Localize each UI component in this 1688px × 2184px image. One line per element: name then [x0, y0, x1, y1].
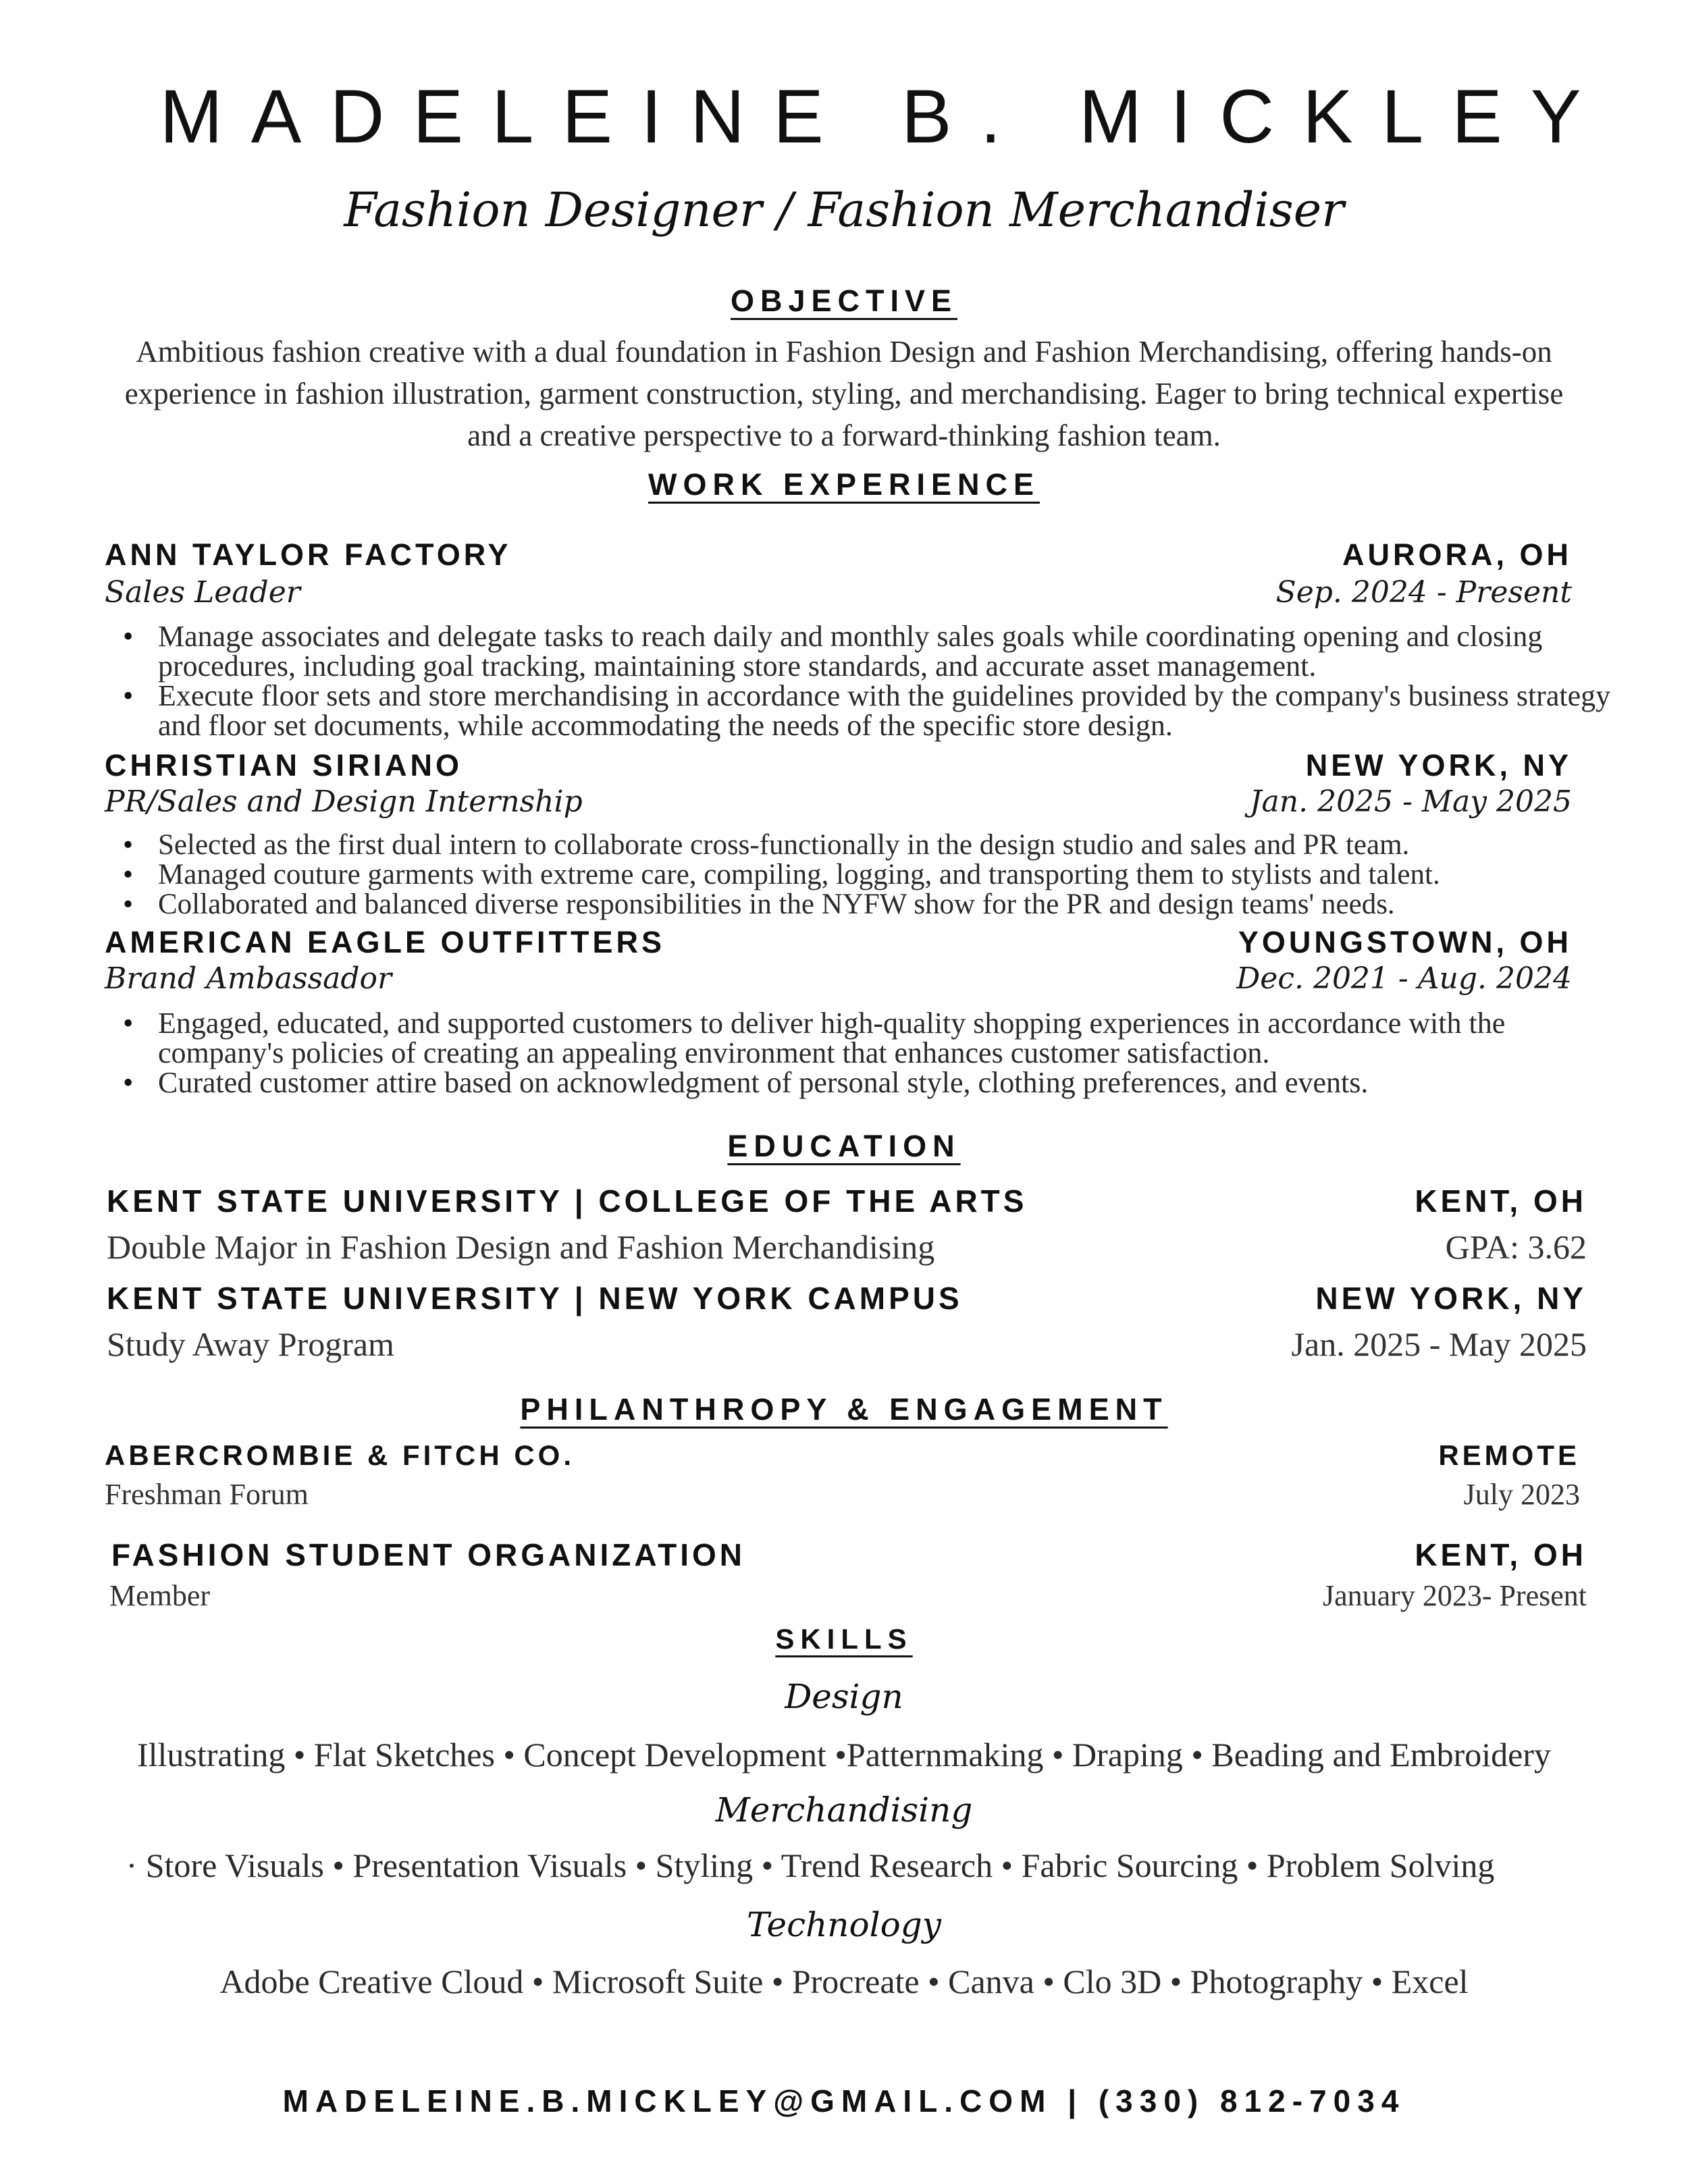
skill-list-merchandising: · Store Visuals • Presentation Visuals • Styling • Trend Research • Fabric Sourcing • Problem Solving — [126, 1846, 1495, 1884]
skill-list-design: Illustrating • Flat Sketches • Concept Development •Patternmaking • Draping • Beading and Embroidery — [136, 1736, 1552, 1774]
skill-category-design: Design — [785, 1677, 903, 1716]
job-bullets — [108, 830, 1647, 920]
org-location: KENT, OH — [1415, 1537, 1587, 1572]
job-location: NEW YORK, NY — [1305, 748, 1572, 782]
work-experience-heading: WORK EXPERIENCE — [648, 467, 1040, 502]
objective-text: Ambitious fashion creative with a dual foundation in Fashion Design and Fashion Merchandising, offering hands-on experience in fashion illustration, garment construction, styling, and merchandising. Eager to bring technical expertise and a creative perspective to a forward-thinking fashion team. — [124, 335, 1564, 452]
school-location: KENT, OH — [1415, 1183, 1587, 1219]
objective-heading: OBJECTIVE — [730, 284, 958, 318]
school-dates: Jan. 2025 - May 2025 — [1291, 1325, 1587, 1363]
bullet-item: • Managed couture garments with extreme care, compiling, logging, and transporting them to stylists and talent. — [108, 860, 1647, 890]
bullet-item: • Engaged, educated, and supported customers to deliver high-quality shopping experiences in accordance with the company's policies of creating an appealing environment that enhances customer satisfaction. — [108, 1009, 1573, 1068]
job-location: AURORA, OH — [1342, 537, 1572, 572]
school-name: KENT STATE UNIVERSITY | COLLEGE OF THE ARTS — [107, 1183, 1028, 1219]
bullet-item: • Execute floor sets and store merchandising in accordance with the guidelines provided by the company's business strategy and floor set documents, while accommodating the needs of the specific store design. — [108, 681, 1627, 741]
skill-category-technology: Technology — [747, 1905, 941, 1944]
org-name: FASHION STUDENT ORGANIZATION — [111, 1537, 746, 1572]
org-name: ABERCROMBIE & FITCH CO. — [105, 1439, 575, 1471]
school-name: KENT STATE UNIVERSITY | NEW YORK CAMPUS — [107, 1281, 963, 1316]
philanthropy-heading: PHILANTHROPY & ENGAGEMENT — [520, 1392, 1168, 1427]
org-dates: January 2023- Present — [1322, 1579, 1587, 1612]
skills-heading: SKILLS — [775, 1623, 913, 1655]
resume-name: MADELEINE B. MICKLEY — [159, 74, 1610, 159]
bullet-item: • Collaborated and balanced diverse responsibilities in the NYFW show for the PR and design teams' needs. — [108, 890, 1647, 920]
job-role: Sales Leader — [105, 575, 300, 610]
school-gpa: GPA: 3.62 — [1445, 1228, 1587, 1266]
job-company: CHRISTIAN SIRIANO — [105, 748, 463, 782]
org-detail: Freshman Forum — [105, 1478, 309, 1511]
bullet-item: • Curated customer attire based on acknowledgment of personal style, clothing preferences, and events. — [108, 1068, 1573, 1098]
job-dates: Jan. 2025 - May 2025 — [1249, 784, 1572, 819]
resume-subtitle: Fashion Designer / Fashion Merchandiser — [344, 182, 1344, 238]
job-bullets — [108, 622, 1627, 741]
job-bullets — [108, 1009, 1573, 1098]
job-dates: Dec. 2021 - Aug. 2024 — [1236, 961, 1572, 996]
contact-line: MADELEINE.B.MICKLEY@GMAIL.COM | (330) 812-7034 — [282, 2083, 1406, 2119]
skill-list-technology: Adobe Creative Cloud • Microsoft Suite • Procreate • Canva • Clo 3D • Photography • Excel — [219, 1963, 1469, 2000]
skill-category-merchandising: Merchandising — [715, 1790, 973, 1830]
bullet-item: • Manage associates and delegate tasks to reach daily and monthly sales goals while coordinating opening and closing procedures, including goal tracking, maintaining store standards, and accurate asset management. — [108, 622, 1627, 681]
job-role: Brand Ambassador — [105, 961, 392, 996]
job-role: PR/Sales and Design Internship — [105, 784, 583, 819]
job-company: ANN TAYLOR FACTORY — [105, 537, 512, 572]
bullet-item: • Selected as the first dual intern to collaborate cross-functionally in the design studio and sales and PR team. — [108, 830, 1647, 860]
org-detail: Member — [109, 1579, 211, 1612]
school-location: NEW YORK, NY — [1315, 1281, 1587, 1316]
job-dates: Sep. 2024 - Present — [1275, 575, 1572, 610]
education-heading: EDUCATION — [727, 1129, 961, 1163]
job-location: YOUNGSTOWN, OH — [1238, 925, 1572, 959]
job-company: AMERICAN EAGLE OUTFITTERS — [105, 925, 665, 959]
org-location: REMOTE — [1438, 1439, 1580, 1471]
org-dates: July 2023 — [1463, 1478, 1580, 1511]
school-detail: Study Away Program — [107, 1325, 394, 1363]
school-detail: Double Major in Fashion Design and Fashion Merchandising — [107, 1228, 935, 1266]
